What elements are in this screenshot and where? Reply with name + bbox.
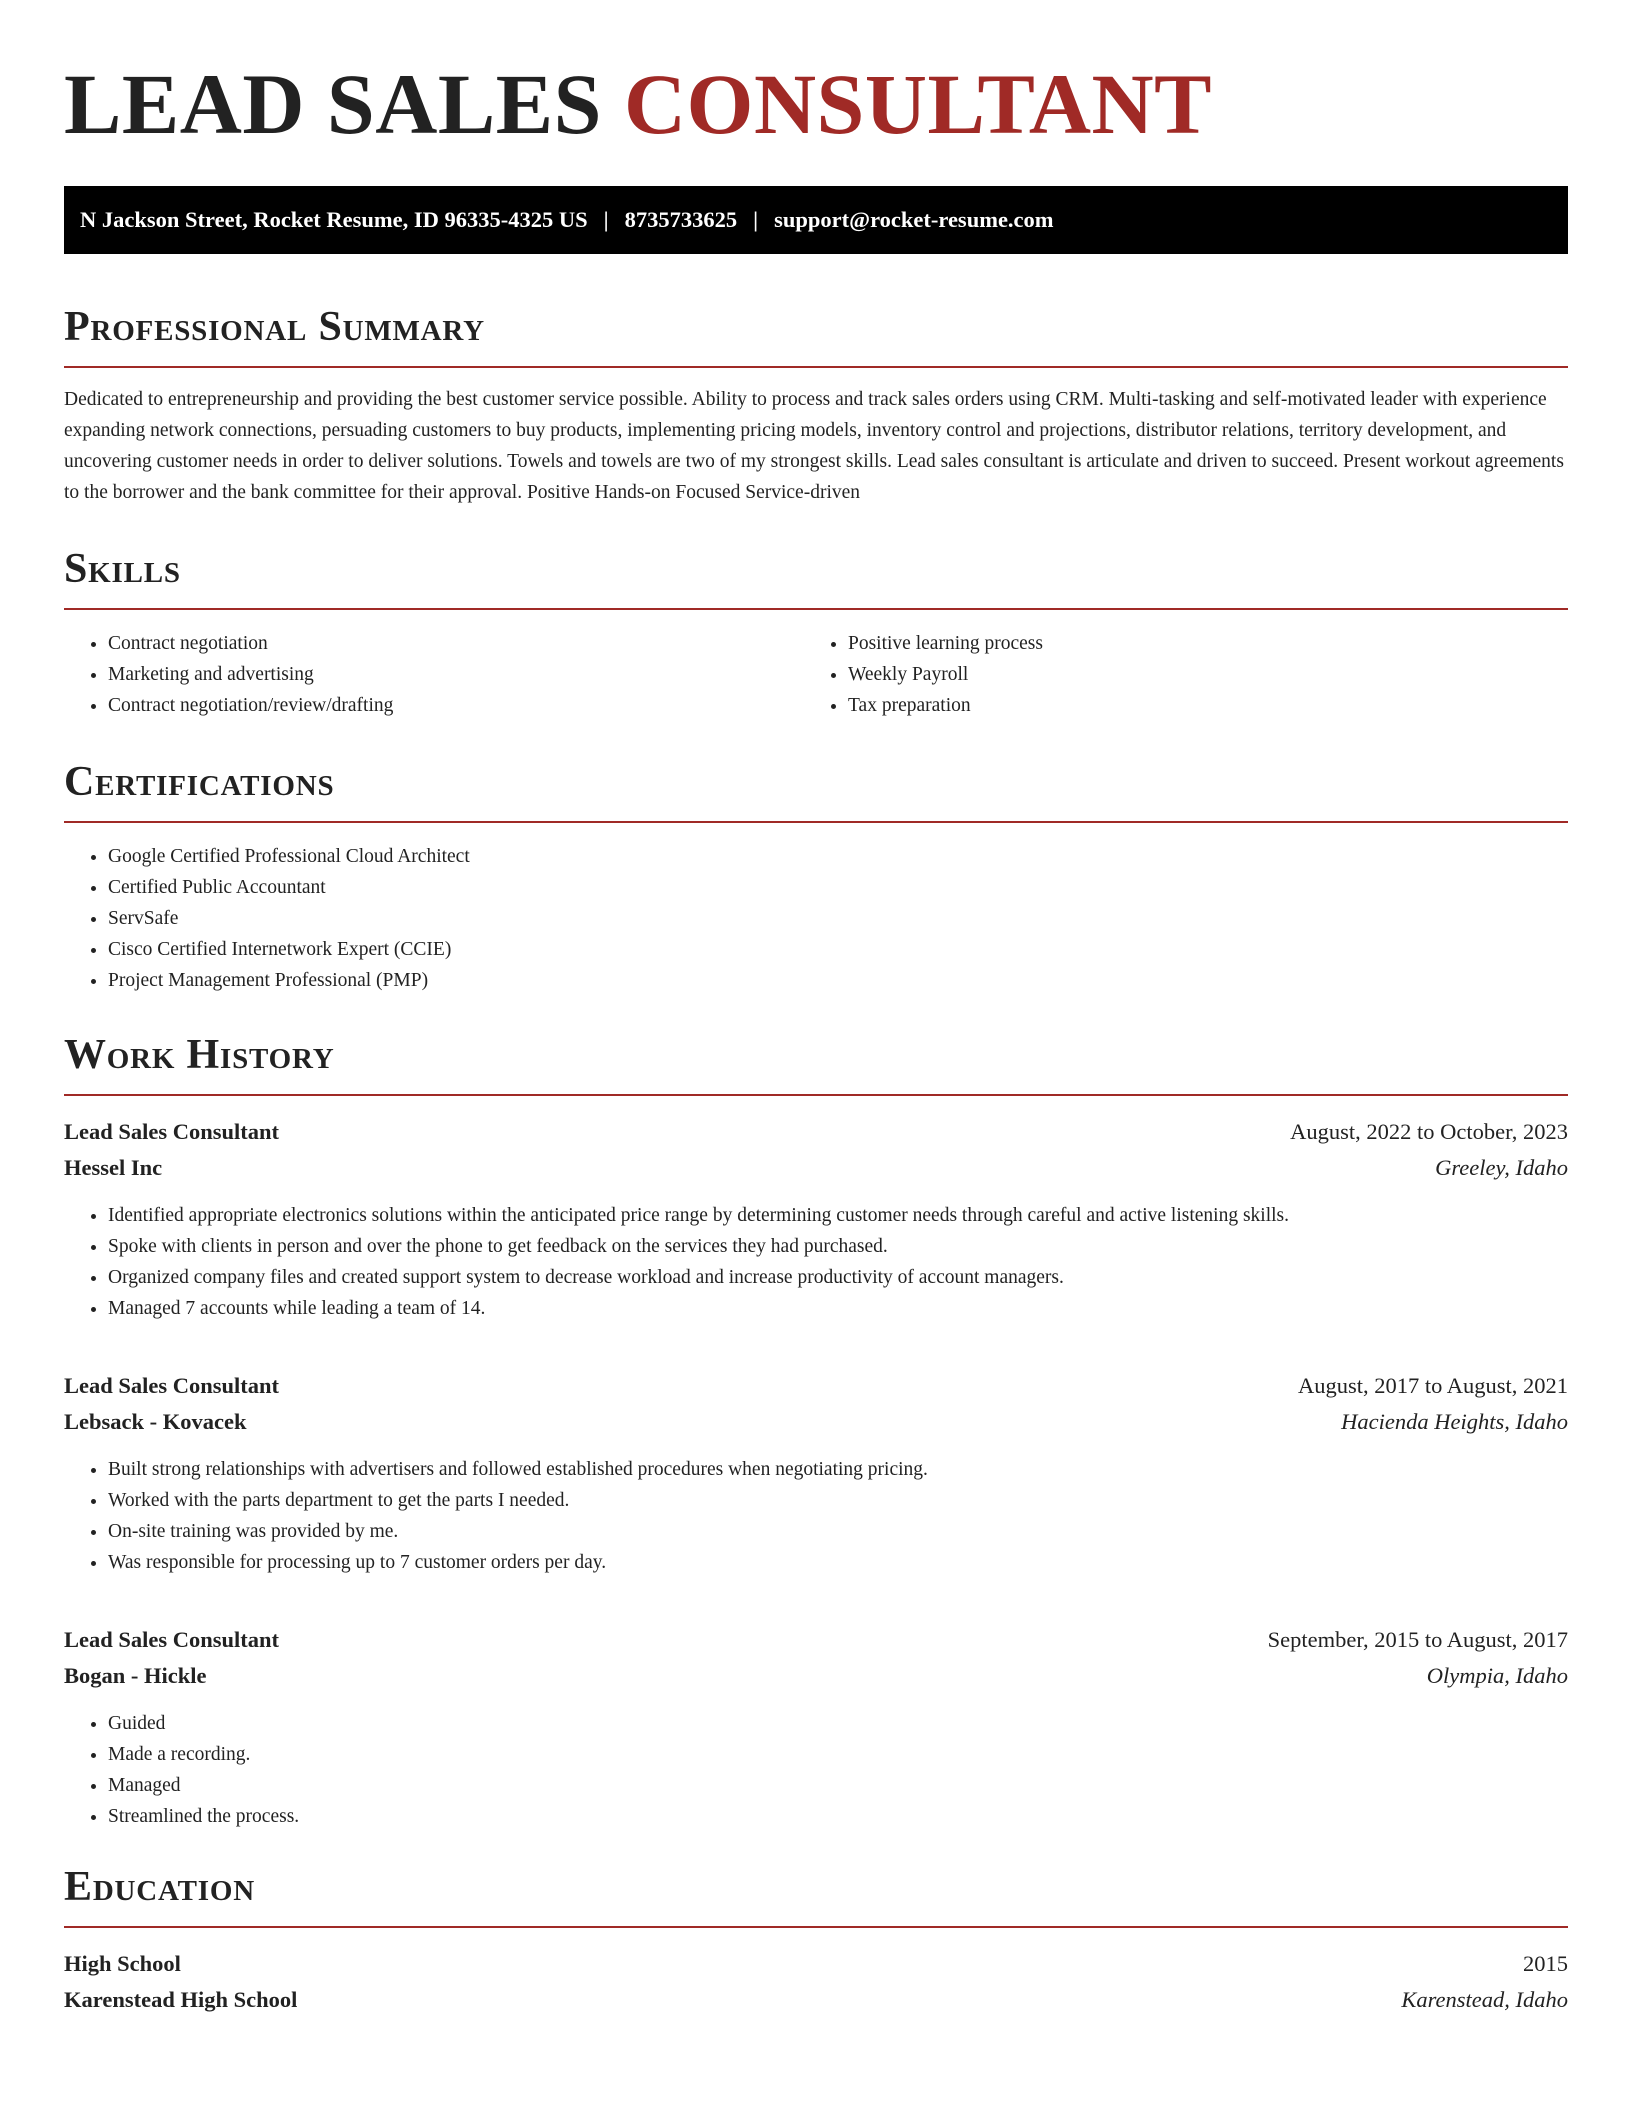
job-bullet: • Built strong relationships with advertisers and followed established procedures when negotiating pricing. [108, 1454, 1568, 1485]
contact-separator: | [603, 207, 609, 232]
section-skills [64, 544, 1568, 721]
job-company-row [64, 1150, 1568, 1186]
section-divider [64, 1094, 1568, 1096]
job-header-row [64, 1622, 1568, 1658]
skill-item: • Weekly Payroll [848, 659, 1568, 690]
certification-item: • Project Management Professional (PMP) [108, 965, 1568, 996]
contact-bar [64, 186, 1568, 254]
job-location: Greeley, Idaho [1435, 1155, 1568, 1180]
section-title-certifications: Certifications [64, 759, 335, 805]
job-bullet: • Organized company files and created support system to decrease workload and increase productivity of account managers. [108, 1262, 1568, 1293]
job-header-row [64, 1368, 1568, 1404]
skill-item: • Tax preparation [848, 690, 1568, 721]
job-bullet: • Guided [108, 1708, 1568, 1739]
section-summary [64, 302, 1568, 508]
name-part-2: CONSULTANT [623, 56, 1212, 152]
contact-address: N Jackson Street, Rocket Resume, ID 96335-4325 US [80, 207, 588, 232]
job-bullet: • Made a recording. [108, 1739, 1568, 1770]
job-dates: August, 2022 to October, 2023 [1290, 1119, 1568, 1144]
section-title-education: Education [64, 1864, 255, 1910]
job-bullets [64, 1708, 1568, 1832]
job-bullets [64, 1454, 1568, 1578]
certifications-list [64, 841, 1568, 996]
section-work-history [64, 1030, 1568, 1832]
section-title-summary: Professional Summary [64, 304, 485, 350]
job-bullet: • Streamlined the process. [108, 1801, 1568, 1832]
section-title-work-history: Work History [64, 1032, 335, 1078]
job-bullet: • Managed [108, 1770, 1568, 1801]
job-bullet: • Was responsible for processing up to 7 customer orders per day. [108, 1547, 1568, 1578]
job-bullet: • Managed 7 accounts while leading a team of 14. [108, 1293, 1568, 1324]
education-entry [64, 1946, 1568, 2018]
certification-item: • Google Certified Professional Cloud Architect [108, 841, 1568, 872]
job-dates: September, 2015 to August, 2017 [1267, 1627, 1568, 1652]
job-entry [64, 1114, 1568, 1324]
job-bullet: • On-site training was provided by me. [108, 1516, 1568, 1547]
job-role: Lead Sales Consultant [64, 1373, 280, 1398]
job-entry [64, 1368, 1568, 1578]
job-role: Lead Sales Consultant [64, 1627, 280, 1652]
contact-separator: | [753, 207, 759, 232]
education-header-row [64, 1946, 1568, 1982]
skill-item: • Contract negotiation [108, 628, 804, 659]
job-dates: August, 2017 to August, 2021 [1297, 1373, 1568, 1398]
skills-list-right [804, 628, 1568, 721]
certification-item: • Certified Public Accountant [108, 872, 1568, 903]
education-school-row [64, 1982, 1568, 2018]
education-location: Karenstead, Idaho [1401, 1987, 1568, 2012]
job-company: Hessel Inc [64, 1155, 163, 1180]
skills-list-left [64, 628, 804, 721]
job-bullet: • Spoke with clients in person and over the phone to get feedback on the services they had purchased. [108, 1231, 1568, 1262]
job-location: Olympia, Idaho [1426, 1663, 1568, 1688]
name-part-1: LEAD SALES [64, 56, 602, 152]
section-certifications [64, 757, 1568, 996]
job-company: Bogan - Hickle [64, 1663, 207, 1688]
job-location: Hacienda Heights, Idaho [1341, 1409, 1568, 1434]
education-year: 2015 [1523, 1951, 1568, 1976]
skill-item: • Positive learning process [848, 628, 1568, 659]
certification-item: • ServSafe [108, 903, 1568, 934]
job-header-row [64, 1114, 1568, 1150]
job-company: Lebsack - Kovacek [64, 1409, 247, 1434]
education-school: Karenstead High School [64, 1987, 298, 2012]
summary-text: Dedicated to entrepreneurship and providing the best customer service possible. Ability to process and track sales orders using CRM. Multi-tasking and self-motivated leader with experience expanding network connections, persuading customers to buy products, implementing pricing models, inventory control and projections, distributor relations, territory development, and uncovering customer needs in order to deliver solutions. Towels and towels are two of my strongest skills. Lead sales consultant is articulate and driven to succeed. Present workout agreements to the borrower and the bank committee for their approval. Positive Hands-on Focused Service-driven [64, 389, 1564, 503]
job-bullets [64, 1200, 1568, 1324]
resume-name [64, 56, 1568, 152]
section-divider [64, 821, 1568, 823]
contact-email: support@rocket-resume.com [774, 207, 1054, 232]
education-degree: High School [64, 1951, 181, 1976]
skills-grid [64, 610, 1568, 721]
job-bullet: • Identified appropriate electronics solutions within the anticipated price range by determining customer needs through careful and active listening skills. [108, 1200, 1568, 1231]
section-education [64, 1862, 1568, 2018]
contact-phone: 8735733625 [624, 207, 738, 232]
job-bullet: • Worked with the parts department to get the parts I needed. [108, 1485, 1568, 1516]
job-role: Lead Sales Consultant [64, 1119, 280, 1144]
section-divider [64, 1926, 1568, 1928]
job-entry [64, 1622, 1568, 1832]
section-divider [64, 366, 1568, 368]
job-company-row [64, 1658, 1568, 1694]
certification-item: • Cisco Certified Internetwork Expert (CCIE) [108, 934, 1568, 965]
skill-item: • Contract negotiation/review/drafting [108, 690, 804, 721]
skill-item: • Marketing and advertising [108, 659, 804, 690]
section-title-skills: Skills [64, 546, 181, 592]
job-company-row [64, 1404, 1568, 1440]
